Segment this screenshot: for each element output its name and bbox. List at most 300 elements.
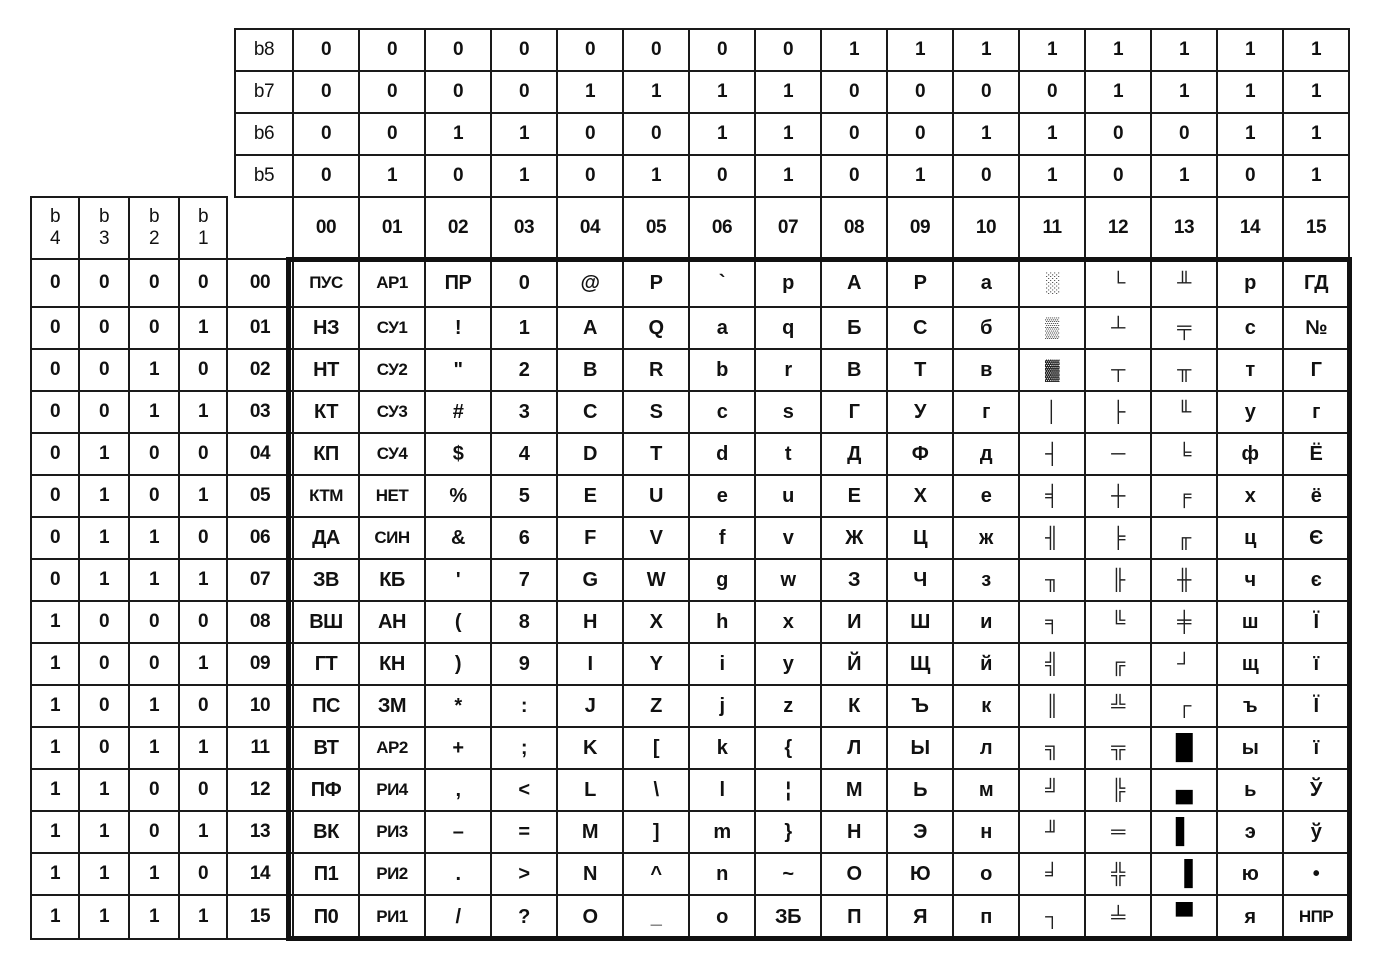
char-cell: с [1216, 306, 1284, 350]
row-number: 10 [226, 684, 294, 728]
char-cell: ф [1216, 432, 1284, 476]
char-cell: F [556, 516, 624, 560]
char-cell: и [952, 600, 1020, 644]
column-number: 09 [886, 196, 954, 260]
char-cell: ь [1216, 768, 1284, 812]
top-bit-value: 0 [622, 28, 690, 72]
char-cell: s [754, 390, 822, 434]
char-cell: a [688, 306, 756, 350]
top-bit-value: 0 [952, 154, 1020, 198]
row-bit-value: 0 [78, 258, 130, 308]
char-cell: ╪ [1150, 600, 1218, 644]
char-cell: ┤ [1018, 432, 1086, 476]
char-cell: 5 [490, 474, 558, 518]
char-cell: n [688, 852, 756, 896]
char-cell: J [556, 684, 624, 728]
char-cell: ПР [424, 258, 492, 308]
row-bit-value: 1 [30, 642, 80, 686]
char-cell: ч [1216, 558, 1284, 602]
row-bit-value: 0 [30, 306, 80, 350]
row-bit-value: 0 [30, 474, 80, 518]
row-bit-value: 1 [30, 726, 80, 770]
row-bit-value: 0 [78, 348, 130, 392]
char-cell: ═ [1084, 810, 1152, 854]
bit-number: 1 [197, 228, 209, 249]
top-bit-value: 0 [490, 28, 558, 72]
char-cell: Ш [886, 600, 954, 644]
char-cell: Q [622, 306, 690, 350]
row-bit-value: 0 [128, 642, 180, 686]
column-number: 06 [688, 196, 756, 260]
char-cell: НЗ [292, 306, 360, 350]
char-cell: d [688, 432, 756, 476]
row-bit-value: 0 [128, 306, 180, 350]
char-cell: ВТ [292, 726, 360, 770]
top-bit-value: 0 [688, 154, 756, 198]
column-number: 15 [1282, 196, 1350, 260]
char-cell: ; [490, 726, 558, 770]
char-cell: ПУС [292, 258, 360, 308]
char-cell: РИ3 [358, 810, 426, 854]
char-cell: З [820, 558, 888, 602]
char-cell: ї [1282, 726, 1350, 770]
char-cell: 4 [490, 432, 558, 476]
row-number: 03 [226, 390, 294, 434]
char-cell: ╟ [1084, 558, 1152, 602]
char-cell: ║ [1018, 684, 1086, 728]
char-cell: ╥ [1150, 348, 1218, 392]
top-bit-value: 0 [292, 70, 360, 114]
char-cell: НПР [1282, 894, 1350, 940]
row-bit-value: 1 [128, 516, 180, 560]
top-bit-value: 1 [490, 154, 558, 198]
top-bit-value: 1 [1282, 28, 1350, 72]
top-bit-value: 1 [820, 28, 888, 72]
top-bit-value: 0 [490, 70, 558, 114]
char-cell: РИ2 [358, 852, 426, 896]
char-cell: 1 [490, 306, 558, 350]
char-cell: Ы [886, 726, 954, 770]
row-bit-value: 0 [30, 432, 80, 476]
char-cell: H [556, 600, 624, 644]
grid-top-border [286, 257, 1352, 262]
char-cell: ЗМ [358, 684, 426, 728]
char-cell: # [424, 390, 492, 434]
char-cell: ╦ [1084, 726, 1152, 770]
char-cell: КН [358, 642, 426, 686]
char-cell: ╛ [1018, 852, 1086, 896]
column-number: 13 [1150, 196, 1218, 260]
top-bit-value: 1 [622, 70, 690, 114]
top-bit-label: b8 [234, 28, 294, 72]
grid-bottom-border [286, 936, 1352, 941]
char-cell: ╔ [1084, 642, 1152, 686]
char-cell: Л [820, 726, 888, 770]
char-cell: ? [490, 894, 558, 940]
char-cell: б [952, 306, 1020, 350]
column-number: 10 [952, 196, 1020, 260]
char-cell: u [754, 474, 822, 518]
row-bit-value: 1 [178, 642, 228, 686]
row-bit-value: 0 [178, 432, 228, 476]
char-cell: ┬ [1084, 348, 1152, 392]
row-bit-value: 0 [30, 558, 80, 602]
top-bit-value: 1 [688, 70, 756, 114]
char-cell: g [688, 558, 756, 602]
char-cell: ПС [292, 684, 360, 728]
char-cell: ┴ [1084, 306, 1152, 350]
char-cell: @ [556, 258, 624, 308]
top-bit-value: 1 [688, 112, 756, 156]
char-cell: В [820, 348, 888, 392]
char-cell: Ї [1282, 600, 1350, 644]
top-bit-value: 1 [1150, 154, 1218, 198]
row-bit-value: 0 [128, 432, 180, 476]
char-cell: Z [622, 684, 690, 728]
row-bit-value: 1 [178, 894, 228, 940]
char-cell: г [952, 390, 1020, 434]
top-bit-value: 1 [754, 70, 822, 114]
char-cell: ╣ [1018, 642, 1086, 686]
row-number: 05 [226, 474, 294, 518]
row-bit-value: 0 [128, 258, 180, 308]
row-bit-value: 0 [178, 852, 228, 896]
char-cell: И [820, 600, 888, 644]
top-bit-value: 1 [1018, 28, 1086, 72]
row-number: 12 [226, 768, 294, 812]
char-cell: Y [622, 642, 690, 686]
row-number: 04 [226, 432, 294, 476]
char-cell: S [622, 390, 690, 434]
char-cell: , [424, 768, 492, 812]
char-cell: е [952, 474, 1020, 518]
char-cell: ( [424, 600, 492, 644]
char-cell: Ў [1282, 768, 1350, 812]
top-bit-value: 0 [754, 28, 822, 72]
top-bit-value: 0 [886, 112, 954, 156]
char-cell: ╜ [1018, 810, 1086, 854]
top-bit-value: 0 [424, 70, 492, 114]
char-cell: v [754, 516, 822, 560]
char-cell: ╒ [1150, 474, 1218, 518]
row-bit-value: 0 [178, 684, 228, 728]
char-cell: М [820, 768, 888, 812]
column-number: 00 [292, 196, 360, 260]
char-cell: q [754, 306, 822, 350]
char-cell: Ъ [886, 684, 954, 728]
row-bit-value: 0 [30, 516, 80, 560]
char-cell: м [952, 768, 1020, 812]
char-cell: h [688, 600, 756, 644]
char-cell: ё [1282, 474, 1350, 518]
char-cell: я [1216, 894, 1284, 940]
char-cell: w [754, 558, 822, 602]
row-bit-value: 0 [128, 474, 180, 518]
grid-left-border [286, 257, 291, 941]
top-bit-value: 1 [1282, 112, 1350, 156]
char-cell: є [1282, 558, 1350, 602]
char-cell: ╘ [1150, 432, 1218, 476]
char-cell: T [622, 432, 690, 476]
top-bit-value: 0 [358, 28, 426, 72]
char-cell: K [556, 726, 624, 770]
char-cell: } [754, 810, 822, 854]
top-bit-value: 0 [820, 154, 888, 198]
char-cell: b [688, 348, 756, 392]
row-bit-value: 1 [30, 600, 80, 644]
char-cell: СУ2 [358, 348, 426, 392]
char-cell: ю [1216, 852, 1284, 896]
row-bit-value: 0 [78, 306, 130, 350]
row-bit-value: 1 [78, 768, 130, 812]
top-bit-value: 0 [952, 70, 1020, 114]
char-cell: ╨ [1150, 258, 1218, 308]
char-cell: Ф [886, 432, 954, 476]
column-number: 12 [1084, 196, 1152, 260]
char-cell: ` [688, 258, 756, 308]
top-bit-value: 1 [1018, 112, 1086, 156]
char-cell: 8 [490, 600, 558, 644]
char-cell: │ [1018, 390, 1086, 434]
char-cell: ╚ [1084, 600, 1152, 644]
char-cell: ГТ [292, 642, 360, 686]
column-number: 01 [358, 196, 426, 260]
char-cell: " [424, 348, 492, 392]
char-cell: Ё [1282, 432, 1350, 476]
char-cell: └ [1084, 258, 1152, 308]
bit-letter: b [148, 206, 160, 227]
row-bit-value: 1 [128, 558, 180, 602]
char-cell: V [622, 516, 690, 560]
char-cell: > [490, 852, 558, 896]
char-cell: Ї [1282, 684, 1350, 728]
char-cell: р [1216, 258, 1284, 308]
char-cell: $ [424, 432, 492, 476]
char-cell: 3 [490, 390, 558, 434]
char-cell: Х [886, 474, 954, 518]
row-bit-value: 0 [128, 768, 180, 812]
char-cell: t [754, 432, 822, 476]
char-cell: \ [622, 768, 690, 812]
top-bit-value: 0 [1018, 70, 1086, 114]
char-cell: L [556, 768, 624, 812]
char-cell: _ [622, 894, 690, 940]
row-bit-value: 1 [78, 558, 130, 602]
top-bit-value: 1 [754, 154, 822, 198]
char-cell: АН [358, 600, 426, 644]
column-number: 14 [1216, 196, 1284, 260]
top-bit-value: 0 [1150, 112, 1218, 156]
char-cell: █ [1150, 726, 1218, 770]
char-cell: f [688, 516, 756, 560]
top-bit-value: 1 [424, 112, 492, 156]
char-cell: х [1216, 474, 1284, 518]
row-bit-value: 1 [30, 768, 80, 812]
top-bit-value: 1 [1216, 28, 1284, 72]
char-cell: П1 [292, 852, 360, 896]
top-bit-label: b6 [234, 112, 294, 156]
char-cell: г [1282, 390, 1350, 434]
char-cell: т [1216, 348, 1284, 392]
char-cell: л [952, 726, 1020, 770]
char-cell: ДА [292, 516, 360, 560]
char-cell: ╠ [1084, 768, 1152, 812]
char-cell: Э [886, 810, 954, 854]
char-cell: M [556, 810, 624, 854]
char-cell: ┌ [1150, 684, 1218, 728]
char-cell: : [490, 684, 558, 728]
row-bit-value: 1 [78, 894, 130, 940]
char-cell: СУ4 [358, 432, 426, 476]
top-bit-value: 1 [1084, 28, 1152, 72]
row-bit-value: 1 [78, 810, 130, 854]
char-cell: ГД [1282, 258, 1350, 308]
top-bit-value: 1 [1150, 70, 1218, 114]
char-cell: КП [292, 432, 360, 476]
top-bit-value: 0 [820, 70, 888, 114]
char-cell: КТ [292, 390, 360, 434]
char-cell: № [1282, 306, 1350, 350]
char-cell: й [952, 642, 1020, 686]
char-cell: j [688, 684, 756, 728]
top-bit-value: 1 [1150, 28, 1218, 72]
char-cell: A [556, 306, 624, 350]
top-bit-value: 1 [1018, 154, 1086, 198]
top-bit-value: 0 [358, 112, 426, 156]
top-bit-value: 0 [556, 112, 624, 156]
grid-right-border [1347, 257, 1352, 941]
char-cell: ╧ [1084, 894, 1152, 940]
char-cell: ▀ [1150, 894, 1218, 940]
bit-number: 2 [148, 228, 160, 249]
left-bit-label [178, 196, 228, 260]
char-cell: m [688, 810, 756, 854]
char-cell: ▌ [1150, 810, 1218, 854]
char-cell: С [886, 306, 954, 350]
row-number: 13 [226, 810, 294, 854]
char-cell: ▓ [1018, 348, 1086, 392]
left-bit-label [30, 196, 80, 260]
char-cell: ) [424, 642, 492, 686]
char-cell: Ю [886, 852, 954, 896]
row-bit-value: 0 [30, 390, 80, 434]
char-cell: / [424, 894, 492, 940]
char-cell: p [754, 258, 822, 308]
char-cell: ш [1216, 600, 1284, 644]
char-cell: Я [886, 894, 954, 940]
char-cell: ▄ [1150, 768, 1218, 812]
top-bit-value: 0 [292, 112, 360, 156]
char-cell: К [820, 684, 888, 728]
column-number: 04 [556, 196, 624, 260]
top-bit-value: 1 [1282, 70, 1350, 114]
char-cell: ─ [1084, 432, 1152, 476]
char-cell: ╕ [1018, 600, 1086, 644]
top-bit-value: 0 [358, 70, 426, 114]
char-cell: 0 [490, 258, 558, 308]
char-cell: Е [820, 474, 888, 518]
char-cell: ї [1282, 642, 1350, 686]
char-cell: А [820, 258, 888, 308]
char-cell: – [424, 810, 492, 854]
row-bit-value: 0 [178, 348, 228, 392]
char-cell: у [1216, 390, 1284, 434]
char-cell: I [556, 642, 624, 686]
char-cell: ~ [754, 852, 822, 896]
row-bit-value: 0 [128, 810, 180, 854]
char-cell: ╞ [1084, 516, 1152, 560]
row-bit-value: 1 [178, 474, 228, 518]
top-bit-value: 1 [622, 154, 690, 198]
row-bit-value: 0 [178, 516, 228, 560]
char-cell: O [556, 894, 624, 940]
row-number: 11 [226, 726, 294, 770]
char-cell: к [952, 684, 1020, 728]
char-cell: l [688, 768, 756, 812]
top-bit-value: 0 [1216, 154, 1284, 198]
top-bit-value: 0 [1084, 154, 1152, 198]
char-cell: Ц [886, 516, 954, 560]
char-cell: ВК [292, 810, 360, 854]
char-cell: э [1216, 810, 1284, 854]
top-bit-value: 0 [1084, 112, 1152, 156]
char-cell: ¦ [754, 768, 822, 812]
column-number: 07 [754, 196, 822, 260]
row-number: 06 [226, 516, 294, 560]
char-cell: { [754, 726, 822, 770]
char-cell: в [952, 348, 1020, 392]
char-cell: e [688, 474, 756, 518]
row-number: 07 [226, 558, 294, 602]
column-number: 05 [622, 196, 690, 260]
char-cell: о [952, 852, 1020, 896]
row-number: 14 [226, 852, 294, 896]
top-bit-label: b7 [234, 70, 294, 114]
char-cell: i [688, 642, 756, 686]
char-cell: ╖ [1018, 558, 1086, 602]
top-bit-value: 1 [1084, 70, 1152, 114]
row-number: 00 [226, 258, 294, 308]
char-cell: Й [820, 642, 888, 686]
row-bit-value: 1 [128, 894, 180, 940]
char-cell: ц [1216, 516, 1284, 560]
row-bit-value: 1 [178, 390, 228, 434]
row-bit-value: 1 [30, 684, 80, 728]
char-cell: РИ1 [358, 894, 426, 940]
char-cell: ] [622, 810, 690, 854]
top-bit-value: 1 [1216, 112, 1284, 156]
char-cell: КБ [358, 558, 426, 602]
char-cell: < [490, 768, 558, 812]
char-cell: 9 [490, 642, 558, 686]
char-cell: . [424, 852, 492, 896]
row-bit-value: 0 [128, 600, 180, 644]
char-cell: ' [424, 558, 492, 602]
top-bit-value: 1 [1282, 154, 1350, 198]
char-cell: ┘ [1150, 642, 1218, 686]
char-cell: ╬ [1084, 852, 1152, 896]
char-cell: ъ [1216, 684, 1284, 728]
top-bit-value: 1 [490, 112, 558, 156]
char-cell: ╓ [1150, 516, 1218, 560]
char-cell: Ч [886, 558, 954, 602]
column-number: 03 [490, 196, 558, 260]
top-bit-value: 0 [820, 112, 888, 156]
char-cell: 2 [490, 348, 558, 392]
char-cell: ┼ [1084, 474, 1152, 518]
char-cell: Щ [886, 642, 954, 686]
row-bit-value: 0 [178, 258, 228, 308]
